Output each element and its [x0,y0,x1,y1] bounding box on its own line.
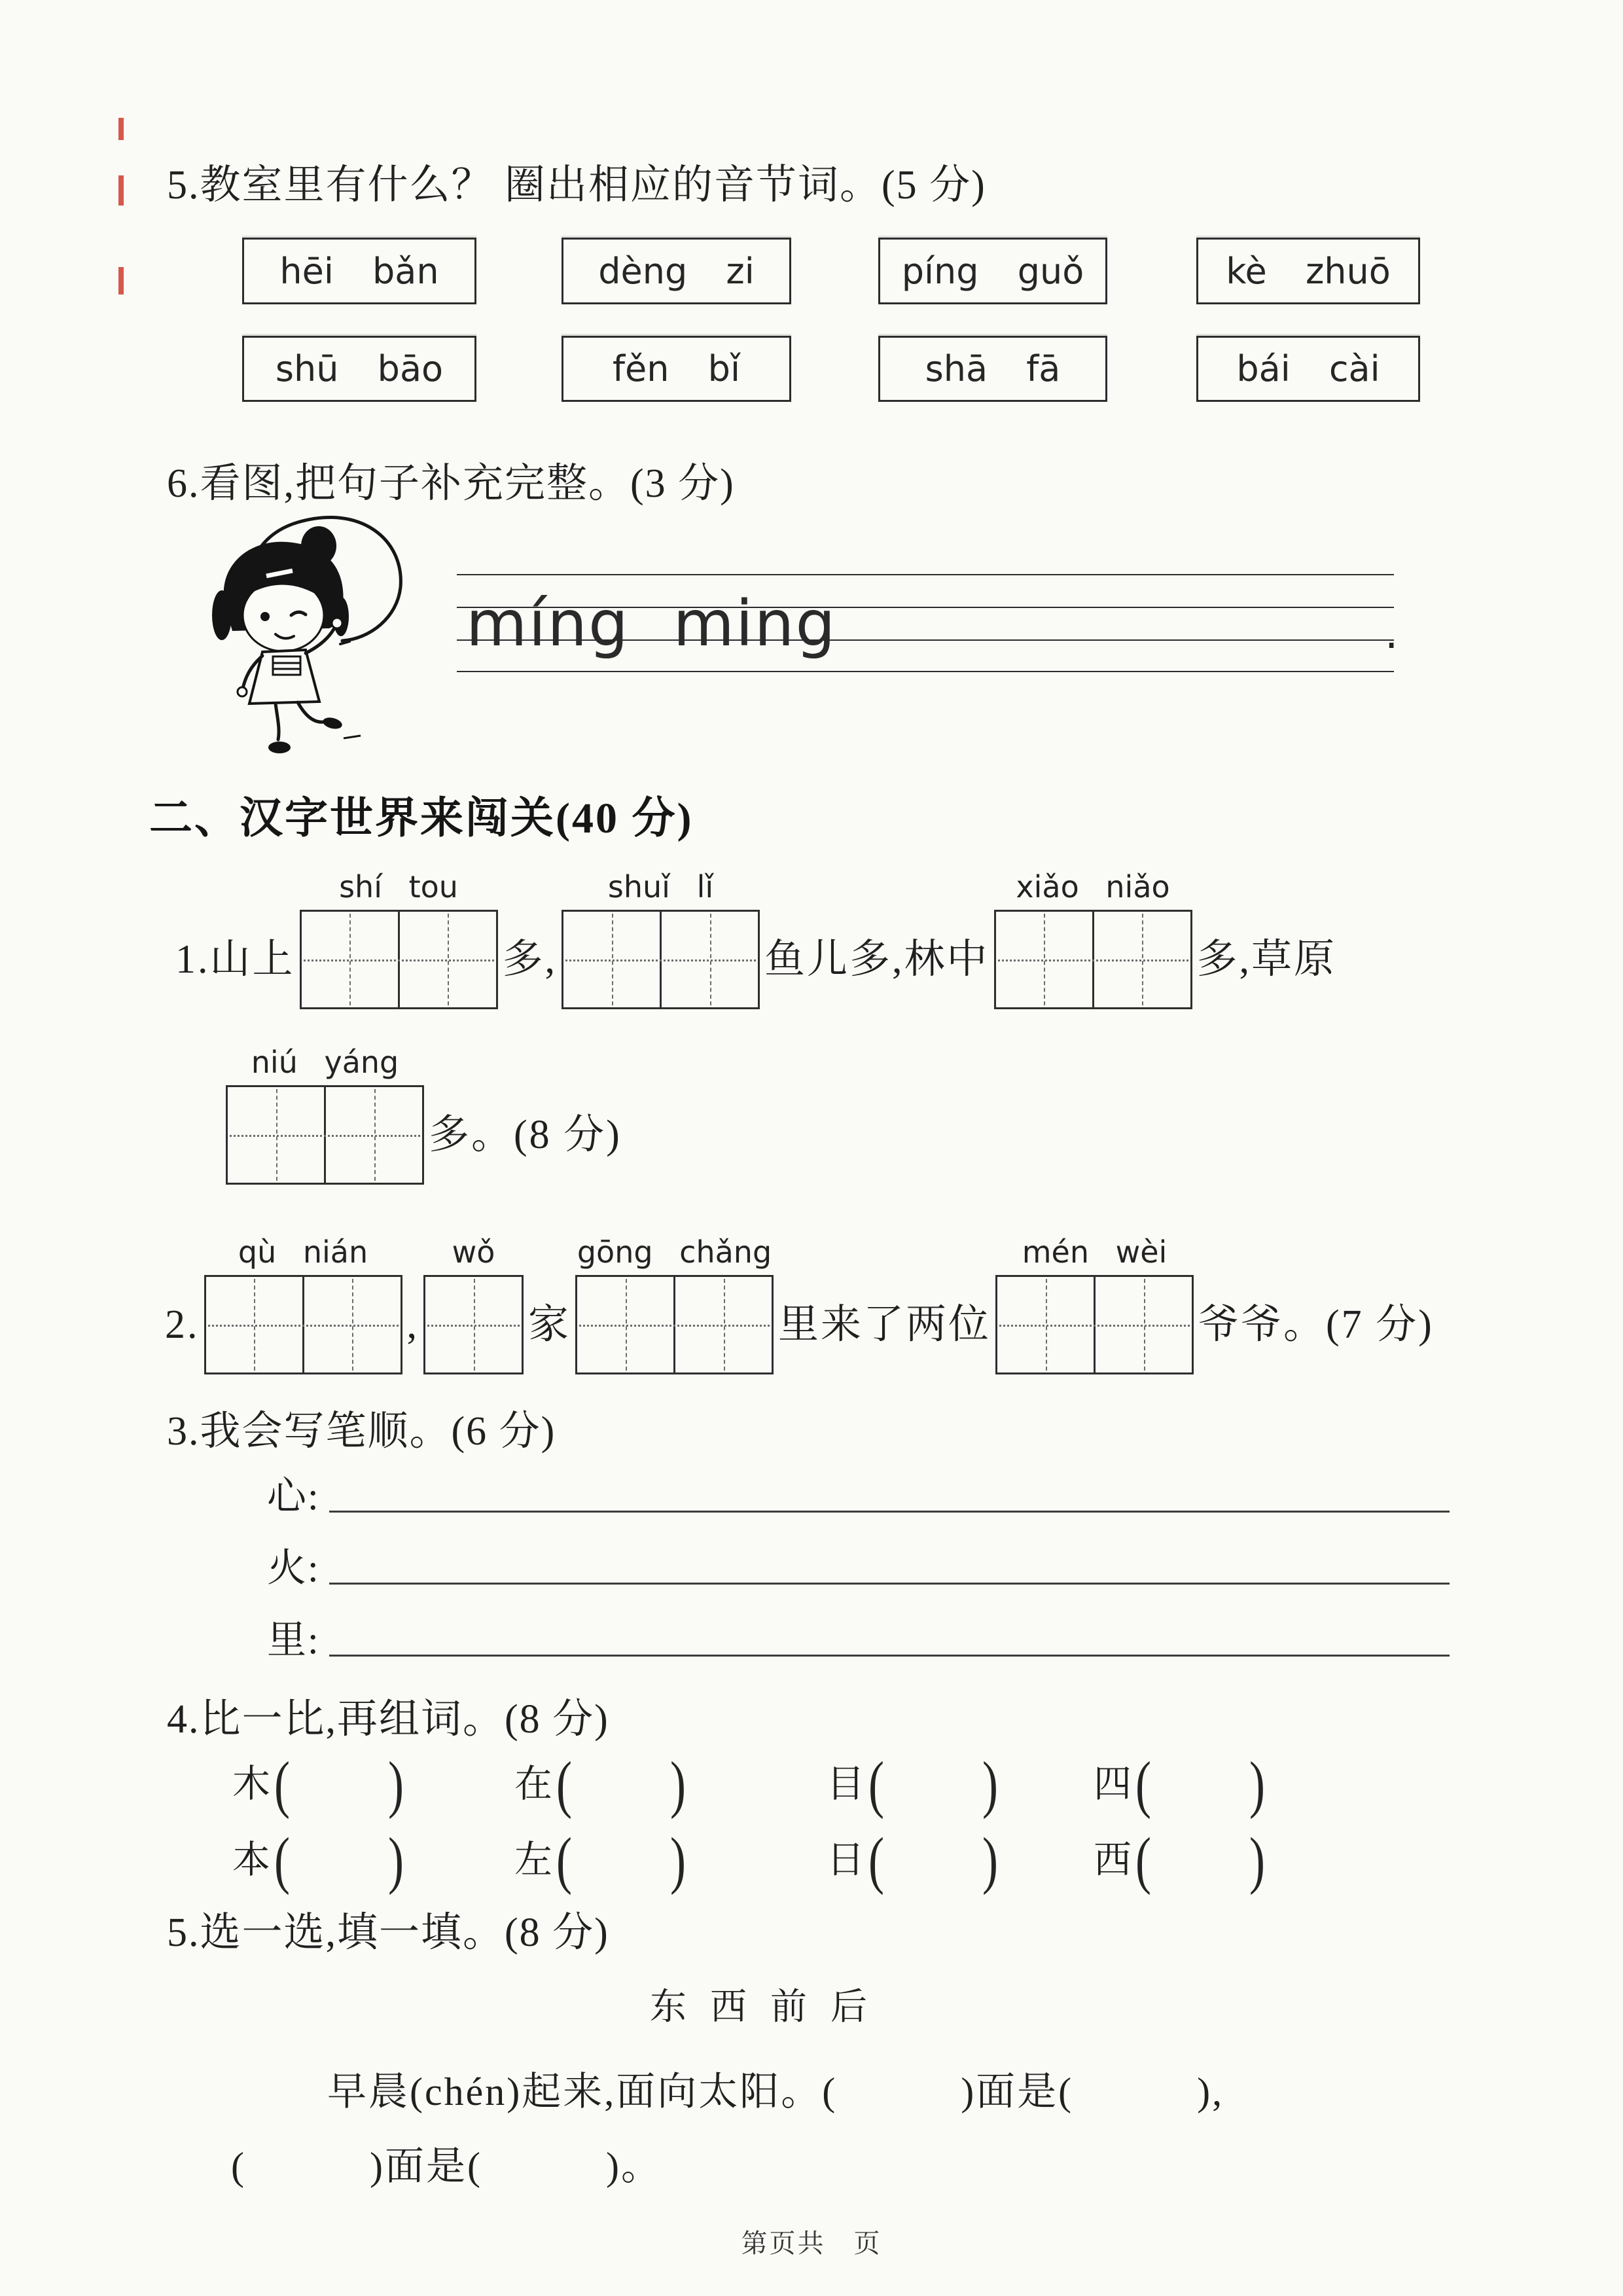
grid-cell [1094,912,1190,1007]
grid-pinyin-label: shí tou [339,869,458,905]
paren-open: ( [868,1749,884,1820]
pinyin-word-box[interactable]: hēi bǎn [242,238,476,304]
grid-cell [326,1087,422,1183]
compare-character: 日 [827,1839,865,1881]
grid-cell [1096,1277,1192,1372]
paren-open: ( [556,1749,572,1820]
q5b-heading: 5.选一选,填一填。(8 分) [167,1910,609,1955]
grid-pinyin-label: mén wèi [1022,1234,1168,1270]
grid-cells [423,1275,524,1374]
pinyin-word-box[interactable]: kè zhuō [1196,238,1420,304]
q1-text: 1.山上 [175,937,295,982]
compare-pair [1094,1825,1269,1895]
four-line-writing-guide[interactable] [457,574,1399,672]
grid-cell [563,912,662,1007]
q1-text: 多。(8 分) [429,1113,622,1157]
grid-cell [206,1277,304,1372]
q4-heading: 4.比一比,再组词。(8 分) [167,1697,609,1742]
tianzige-writing-grid[interactable] [226,1045,424,1185]
paren-close: ) [1249,1825,1265,1895]
paren-open: ( [1135,1749,1151,1820]
paren-open: ( [556,1825,572,1895]
q5-heading: 5.教室里有什么？ 圈出相应的音节词。(5 分) [167,163,986,207]
stroke-order-row [267,1609,1450,1665]
grid-cell [577,1277,675,1372]
grid-cell [675,1277,772,1372]
compare-pair [827,1825,1002,1895]
grid-cells [204,1275,402,1374]
grid-cells [995,1275,1194,1374]
compare-character: 目 [827,1763,865,1805]
direction-option-word: 西 [710,1987,747,2028]
stroke-order-row [267,1537,1450,1593]
paren-close: ) [670,1749,686,1820]
grid-cell [425,1277,522,1372]
compare-pair [514,1749,690,1820]
paren-open: ( [868,1825,884,1895]
q1-text: 鱼儿多,林中 [764,937,990,982]
tianzige-writing-grid[interactable] [562,869,760,1009]
pinyin-word-box[interactable]: fěn bǐ [562,336,791,402]
section2-heading: 二、汉字世界来闯关(40 分) [149,795,694,842]
scan-artifact-red-mark [118,175,124,206]
compare-character: 西 [1094,1839,1132,1881]
grid-pinyin-label: shuǐ lǐ [607,869,714,905]
q1-sentence-line1 [175,869,1337,1009]
q1-text: 多, [502,937,558,982]
grid-cells [300,910,498,1009]
pinyin-word-box[interactable]: bái cài [1196,336,1420,402]
scan-artifact-red-mark [118,118,124,140]
compare-pair [232,1749,408,1820]
stroke-answer-line[interactable] [329,1511,1450,1513]
grid-cell [996,912,1094,1007]
written-pinyin-answer: míng ming [466,587,837,660]
grid-cell [302,912,400,1007]
paren-close: ) [388,1825,404,1895]
grid-pinyin-label: wǒ [452,1234,495,1270]
q5b-sentence-line2: ( )面是( )。 [231,2145,662,2188]
tianzige-writing-grid[interactable] [423,1234,524,1374]
paren-open: ( [274,1825,290,1895]
compare-pair [827,1749,1002,1820]
grid-cells [575,1275,774,1374]
q3-heading: 3.我会写笔顺。(6 分) [167,1409,556,1454]
stroke-character: 里: [267,1619,320,1662]
paren-close: ) [982,1825,998,1895]
grid-cells [994,910,1192,1009]
grid-cells [562,910,760,1009]
pinyin-word-box[interactable]: shā fā [878,336,1107,402]
stroke-answer-line[interactable] [329,1583,1450,1585]
grid-cell [997,1277,1096,1372]
compare-character: 左 [514,1839,553,1881]
grid-cell [400,912,496,1007]
compare-character: 四 [1094,1763,1132,1805]
grid-cell [304,1277,401,1372]
paren-close: ) [982,1749,998,1820]
grid-cell [228,1087,326,1183]
q5b-option-words [650,1978,867,2030]
compare-character: 木 [232,1763,271,1805]
q2-sentence-line [165,1234,1434,1374]
compare-character: 在 [514,1763,553,1805]
q2-text: 爷爷。(7 分) [1198,1302,1434,1347]
q2-text: , [406,1302,419,1347]
grid-cell [662,912,758,1007]
pinyin-word-box[interactable]: dèng zi [562,238,791,304]
grid-pinyin-label: gōng chǎng [577,1234,772,1270]
q5b-sentence-line1: 早晨(chén)起来,面向太阳。( )面是( ), [327,2070,1224,2113]
pinyin-word-box[interactable]: píng guǒ [878,238,1107,304]
grid-cells [226,1085,424,1185]
page-footer: 第页共 页 [741,2229,882,2258]
grid-pinyin-label: niú yáng [251,1045,399,1080]
q2-text: 家 [528,1302,571,1347]
scan-artifact-red-mark [118,267,124,295]
paren-close: ) [670,1825,686,1895]
tianzige-writing-grid[interactable] [575,1234,774,1374]
stroke-character: 心: [267,1475,320,1518]
tianzige-writing-grid[interactable] [995,1234,1194,1374]
compare-pair [514,1825,690,1895]
stroke-order-row [267,1465,1450,1521]
grid-pinyin-label: qù nián [238,1234,368,1270]
compare-pair [232,1825,408,1895]
stroke-character: 火: [267,1547,320,1590]
q2-text: 里来了两位 [778,1302,991,1347]
grid-pinyin-label: xiǎo niǎo [1016,869,1170,905]
tianzige-writing-grid[interactable] [300,869,498,1009]
compare-pair [1094,1749,1269,1820]
q1-sentence-line2 [221,1045,622,1185]
paren-open: ( [1135,1825,1151,1895]
paren-open: ( [274,1749,290,1820]
direction-option-word: 东 [650,1987,687,2028]
pinyin-word-box[interactable]: shū bāo [242,336,476,402]
girl-jumping-rope-illustration [206,505,406,767]
tianzige-writing-grid[interactable] [204,1234,402,1374]
q6-heading: 6.看图,把句子补充完整。(3 分) [167,461,735,506]
q2-text: 2. [165,1302,200,1347]
q1-text: 多,草原 [1196,937,1337,982]
stroke-answer-line[interactable] [329,1655,1450,1657]
paren-close: ) [1249,1749,1265,1820]
compare-character: 本 [232,1839,271,1881]
direction-option-word: 前 [770,1987,807,2028]
direction-option-word: 后 [830,1987,867,2028]
paren-close: ) [388,1749,404,1820]
sentence-period: . [1385,610,1399,658]
tianzige-writing-grid[interactable] [994,869,1192,1009]
